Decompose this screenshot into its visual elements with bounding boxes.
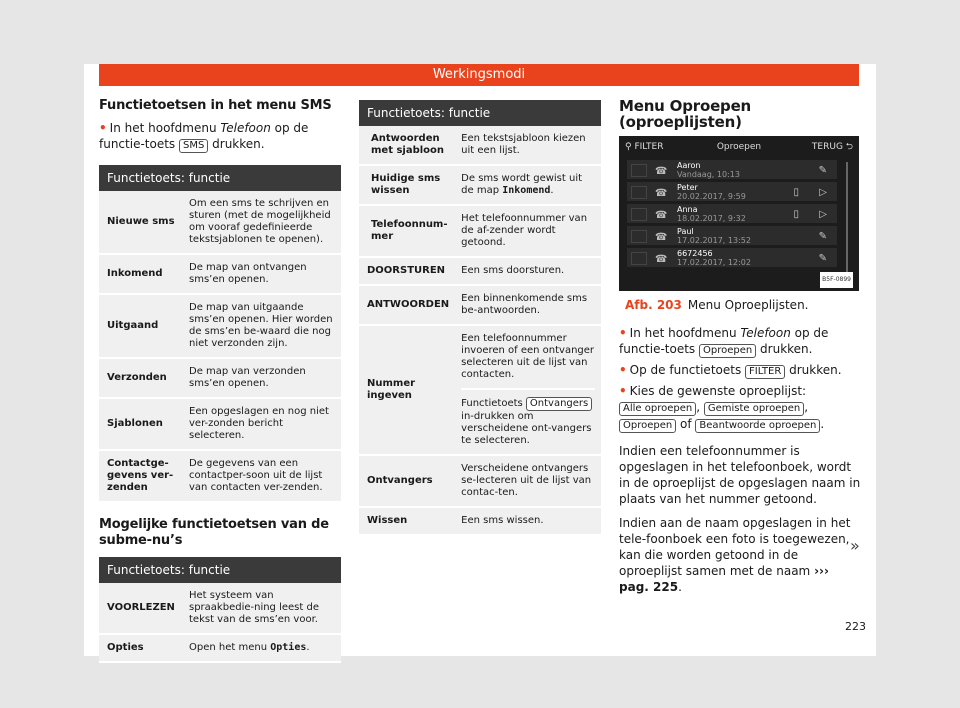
- incoming-call-icon: ☎: [655, 254, 668, 265]
- outgoing-call-icon: ☎: [655, 232, 668, 243]
- filter-button[interactable]: FILTER: [634, 142, 664, 152]
- table-row: Opties Open het menu Opties.: [99, 634, 341, 662]
- instruction-bullet: • In het hoofdmenu Telefoon op de functie-toets SMS drukken.: [99, 121, 309, 151]
- back-arrow-icon: ⮌: [842, 142, 853, 152]
- call-list-item[interactable]: ☎ Anna 18.02.2017, 9:32 ▯ ▷: [627, 204, 837, 223]
- outgoing-call-icon: ☎: [655, 210, 668, 221]
- bullet-icon: •: [99, 121, 107, 135]
- bullet-icon: •: [619, 326, 627, 340]
- edit-icon[interactable]: ✎: [818, 231, 827, 242]
- table-row: Wissen Een sms wissen.: [359, 507, 601, 535]
- contact-photo-icon: [631, 230, 647, 243]
- sms-key: SMS: [179, 139, 208, 153]
- mobile-phone-icon: ▯: [793, 209, 799, 220]
- call-list-item[interactable]: ☎ Peter 20.02.2017, 9:59 ▯ ▷: [627, 182, 837, 201]
- contact-photo-icon: [631, 164, 647, 177]
- column-left: [99, 98, 341, 663]
- bullet-icon: •: [619, 384, 627, 398]
- oproepen-key: Oproepen: [699, 344, 756, 358]
- table-title: Functietoets: functie: [359, 100, 601, 126]
- section-heading-submenu: Mogelijke functietoetsen van de subme-nu’s: [99, 517, 329, 548]
- table-row: Inkomend De map van ontvangen sms’en openen.: [99, 254, 341, 294]
- beantwoorde-oproepen-key: Beantwoorde oproepen: [695, 419, 820, 433]
- filter-key: FILTER: [745, 365, 785, 379]
- call-list-item[interactable]: ☎ Aaron Vandaag, 10:13 ✎: [627, 160, 837, 179]
- play-icon[interactable]: ▷: [819, 187, 827, 198]
- edit-icon[interactable]: ✎: [818, 253, 827, 264]
- continued-icon: »: [850, 536, 860, 555]
- table-row: VOORLEZEN Het systeem van spraakbedie-ning leest de tekst van de sms’en voor.: [99, 583, 341, 634]
- instruction-bullet: • Op de functietoets FILTER drukken.: [619, 363, 842, 377]
- call-list-screenshot: [619, 136, 859, 291]
- instruction-bullet: • In het hoofdmenu Telefoon op de functie-toets Oproepen drukken.: [619, 326, 829, 356]
- table-row: DOORSTUREN Een sms doorsturen.: [359, 257, 601, 285]
- page-number: 223: [845, 620, 866, 633]
- figure-caption: Afb. 203 Menu Oproeplijsten.: [625, 298, 809, 312]
- gemiste-oproepen-key: Gemiste oproepen: [704, 402, 804, 416]
- table-row: Antwoorden met sjabloon Een tekstsjabloon kiezen uit een lijst.: [359, 126, 601, 165]
- oproepen-key: Oproepen: [619, 419, 676, 433]
- incoming-call-icon: ☎: [655, 166, 668, 177]
- function-table-sms: [99, 165, 341, 503]
- table-row: Nieuwe sms Om een sms te schrijven en sturen (met de mogelijkheid om vooraf gedefinieerde tekstsjablonen te openen).: [99, 191, 341, 254]
- section-heading-oproepen: Menu Oproepen (oproeplijsten): [619, 97, 752, 131]
- back-button[interactable]: TERUG: [811, 142, 843, 152]
- contact-photo-icon: [631, 208, 647, 221]
- paragraph: Indien een telefoonnummer is opgeslagen in het telefoonboek, wordt in de oproeplijst de opgeslagen naam in plaats van het nummer getoond.: [619, 444, 861, 506]
- table-row: Nummer ingeven Een telefoonnummer invoeren of een ontvanger selecteren uit de lijst van contacten. Functietoets Ontvangers in-drukken om verscheidene ont-vangers te selecteren.: [359, 325, 601, 455]
- play-icon[interactable]: ▷: [819, 209, 827, 220]
- section-heading-sms: Functietoetsen in het menu SMS: [99, 98, 332, 113]
- column-middle: [359, 100, 601, 536]
- contact-photo-icon: [631, 186, 647, 199]
- filter-icon: ⚲: [625, 142, 635, 152]
- table-row: ANTWOORDEN Een binnenkomende sms be-antwoorden.: [359, 285, 601, 325]
- table-row: Contactge-gevens ver-zenden De gegevens van een contactper-soon uit de lijst van contacten ver-zenden.: [99, 450, 341, 502]
- outgoing-call-icon: ☎: [655, 188, 668, 199]
- scrollbar[interactable]: [846, 162, 848, 282]
- mobile-phone-icon: ▯: [793, 187, 799, 198]
- contact-photo-icon: [631, 252, 647, 265]
- page-reference-link[interactable]: ››› pag. 225: [619, 564, 829, 594]
- chapter-header: Werkingsmodi: [99, 64, 859, 86]
- bullet-icon: •: [619, 363, 627, 377]
- table-row: Ontvangers Verscheidene ontvangers se-lecteren uit de lijst van contac-ten.: [359, 455, 601, 507]
- instruction-bullet: • Kies de gewenste oproeplijst: Alle oproepen , Gemiste oproepen , Oproepen of Beantwoorde oproepen .: [619, 384, 825, 431]
- table-row: Uitgaand De map van uitgaande sms’en openen. Hier worden de sms’en be-waard die nog niet verzonden zijn.: [99, 294, 341, 358]
- call-list-item[interactable]: ☎ 6672456 17.02.2017, 12:02 ✎: [627, 248, 837, 267]
- edit-icon[interactable]: ✎: [818, 165, 827, 176]
- screen-title: Oproepen: [716, 142, 762, 152]
- figure-code: B5F-0899: [820, 272, 853, 288]
- table-title: Functietoets: functie: [99, 557, 341, 583]
- call-list-item[interactable]: ☎ Paul 17.02.2017, 13:52 ✎: [627, 226, 837, 245]
- ontvangers-key: Ontvangers: [526, 397, 592, 411]
- column-right: [619, 98, 861, 603]
- function-table-messages: [359, 100, 601, 536]
- table-row: Telefoonnum-mer Het telefoonnummer van de af-zender wordt getoond.: [359, 205, 601, 257]
- table-row: Verzonden De map van verzonden sms’en openen.: [99, 358, 341, 398]
- table-row: Huidige sms wissen De sms wordt gewist uit de map Inkomend.: [359, 165, 601, 205]
- function-table-submenu: [99, 557, 341, 663]
- alle-oproepen-key: Alle oproepen: [619, 402, 696, 416]
- table-title: Functietoets: functie: [99, 165, 341, 191]
- paragraph: Indien aan de naam opgeslagen in het tele-foonboek een foto is toegewezen, kan die worden getoond in de oproeplijst samen met de naam ››› pag. 225.: [619, 516, 851, 594]
- table-row: Sjablonen Een opgeslagen en nog niet ver-zonden bericht selecteren.: [99, 398, 341, 450]
